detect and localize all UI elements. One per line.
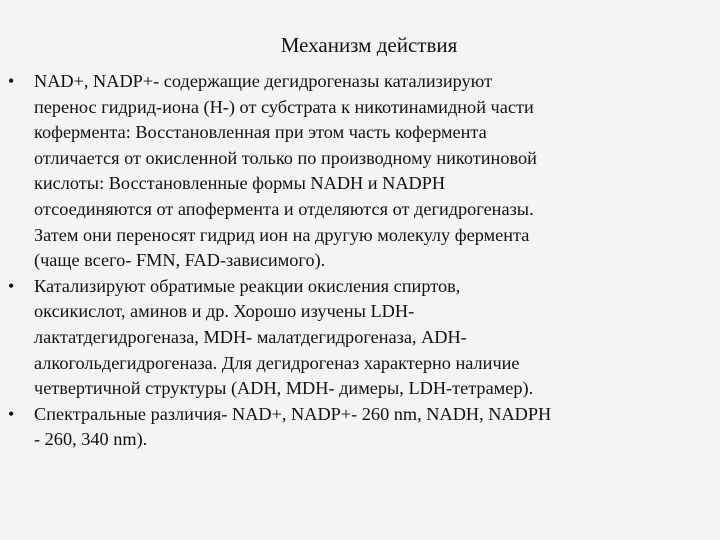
bullet-line: кофермента: Восстановленная при этом часть кофермента <box>34 122 487 143</box>
bullet-icon: • <box>8 275 15 296</box>
bullet-icon: • <box>8 71 15 91</box>
bullet-item-nad-dehydrogenases <box>6 69 706 274</box>
bullet-item-spectral-differences <box>6 402 706 453</box>
bullet-line: Спектральные различия- NAD+, NADP+- 260 nm, NADH, NADPH <box>34 403 552 424</box>
bullet-icon: • <box>8 403 15 424</box>
bullet-line: Затем они переносят гидрид ион на другую молекулу фермента <box>34 224 530 245</box>
bullet-line: отсоединяются от апофермента и отделяются от дегидрогеназы. <box>34 198 534 219</box>
slide-title: Механизм действия <box>280 33 458 57</box>
bullet-item-reversible-reactions <box>6 274 706 402</box>
bullet-line: оксикислот, аминов и др. Хорошо изучены LDH- <box>34 301 415 322</box>
bullet-line: отличается от окисленной только по производному никотиновой <box>34 147 537 168</box>
bullet-line: - 260, 340 nm). <box>34 429 148 450</box>
bullet-line: Катализируют обратимые реакции окисления спиртов, <box>34 275 461 296</box>
bullet-line: кислоты: Восстановленные формы NADH и NADPH <box>34 173 446 194</box>
bullet-line: NAD+, NADP+- содержащие дегидрогеназы катализируют <box>34 71 493 91</box>
bullet-line: четвертичной структуры (ADH, MDH- димеры, LDH-тетрамер). <box>34 378 534 399</box>
bullet-line: лактатдегидрогеназа, MDH- малатдегидрогеназа, ADH- <box>34 326 467 347</box>
bullet-list <box>6 69 706 453</box>
bullet-line: перенос гидрид-иона (Н-) от субстрата к никотинамидной части <box>34 96 534 117</box>
bullet-line: (чаще всего- FMN, FAD-зависимого). <box>34 250 326 271</box>
bullet-line: алкогольдегидрогеназа. Для дегидрогеназ характерно наличие <box>34 352 520 373</box>
